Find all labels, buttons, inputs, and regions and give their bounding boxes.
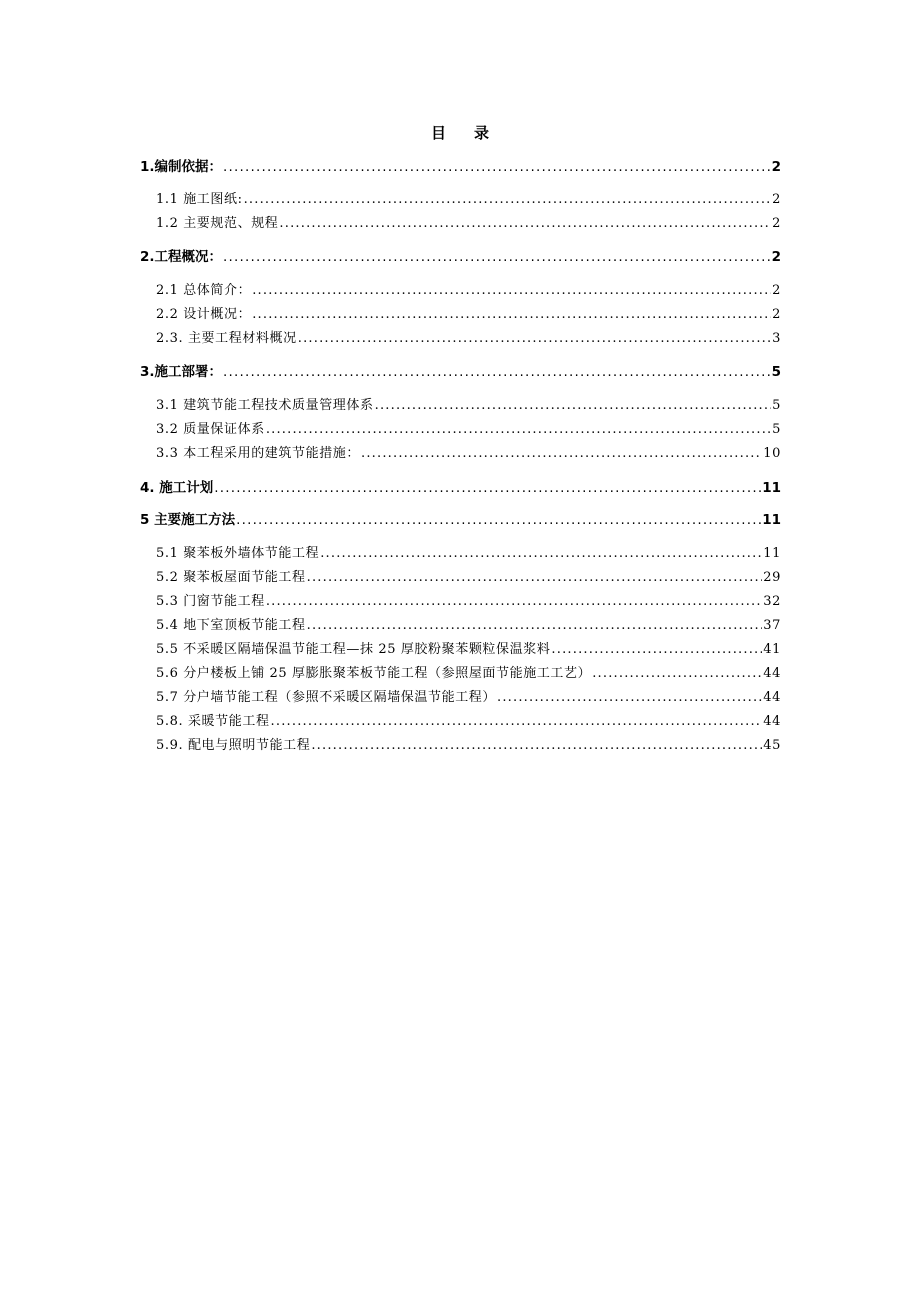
toc-entry-label: 2.3. 主要工程材料概况 (156, 331, 297, 346)
toc-page-number: 41 (763, 642, 781, 657)
toc-entry-5-7[interactable] (156, 688, 781, 708)
toc-entry-5[interactable] (140, 510, 781, 530)
toc-entry-label: 5.4 地下室顶板节能工程 (156, 618, 306, 633)
toc-title-char-1: 目 (430, 124, 446, 142)
toc-entry-5-8[interactable] (156, 712, 781, 732)
toc-leader-dots (279, 214, 771, 234)
toc-entry-2-2[interactable] (156, 305, 781, 325)
toc-entry-3[interactable] (140, 362, 781, 382)
toc-leader-dots (307, 568, 763, 588)
toc-entry-label: 5.7 分户墙节能工程（参照不采暖区隔墙保温节能工程） (156, 690, 497, 705)
toc-leader-dots (266, 592, 762, 612)
toc-leader-dots (252, 305, 771, 325)
toc-page-number: 2 (772, 307, 781, 322)
toc-entry-label: 5 主要施工方法 (140, 512, 236, 528)
toc-entry-3-3[interactable] (156, 444, 781, 464)
toc-entry-label: 4. 施工计划 (140, 480, 214, 496)
toc-page-number: 29 (763, 570, 781, 585)
toc-entry-1-1[interactable] (156, 190, 781, 210)
toc-entry-label: 5.6 分户楼板上铺 25 厚膨胀聚苯板节能工程（参照屋面节能施工工艺） (156, 666, 592, 681)
toc-entry-5-9[interactable] (156, 736, 781, 756)
toc-page-number: 3 (772, 331, 781, 346)
toc-page-number: 11 (762, 512, 781, 528)
toc-title (0, 122, 920, 143)
toc-leader-dots (311, 736, 762, 756)
toc-page-number: 5 (771, 364, 781, 380)
toc-leader-dots (497, 688, 762, 708)
toc-leader-dots (252, 281, 771, 301)
toc-page-number: 2 (772, 192, 781, 207)
toc-leader-dots (320, 544, 762, 564)
toc-entry-label: 5.2 聚苯板屋面节能工程 (156, 570, 306, 585)
toc-leader-dots (244, 190, 772, 210)
toc-entry-2-1[interactable] (156, 281, 781, 301)
toc-entry-2-3[interactable] (156, 329, 781, 349)
toc-entry-label: 5.5 不采暖区隔墙保温节能工程—抹 25 厚胶粉聚苯颗粒保温浆料 (156, 642, 551, 657)
toc-page-number: 11 (763, 546, 781, 561)
toc-entry-1-2[interactable] (156, 214, 781, 234)
toc-leader-dots (298, 329, 771, 349)
toc-entry-label: 1.2 主要规范、规程 (156, 216, 279, 231)
toc-entry-4[interactable] (140, 478, 781, 498)
toc-page-number: 37 (763, 618, 781, 633)
toc-page-number: 45 (763, 738, 781, 753)
toc-entry-5-5[interactable] (156, 640, 781, 660)
toc-leader-dots (551, 640, 762, 660)
toc-page-number: 10 (763, 446, 781, 461)
toc-entry-5-4[interactable] (156, 616, 781, 636)
toc-entry-label: 2.2 设计概况： (156, 307, 252, 322)
toc-leader-dots (223, 362, 771, 382)
toc-entry-5-6[interactable] (156, 664, 781, 684)
toc-page-number: 32 (763, 594, 781, 609)
toc-entry-label: 1.编制依据： (140, 159, 223, 175)
toc-entry-5-2[interactable] (156, 568, 781, 588)
toc-entry-label: 2.工程概况： (140, 249, 223, 265)
toc-page-number: 44 (763, 714, 781, 729)
toc-page-number: 5 (772, 422, 781, 437)
toc-page-number: 44 (763, 690, 781, 705)
toc-entry-label: 5.3 门窗节能工程 (156, 594, 265, 609)
toc-leader-dots (361, 444, 762, 464)
toc-entry-1[interactable] (140, 157, 781, 177)
toc-page-number: 5 (772, 398, 781, 413)
toc-page-number: 2 (772, 216, 781, 231)
toc-title-char-2: 录 (474, 124, 490, 142)
toc-leader-dots (223, 247, 771, 267)
toc-entry-label: 3.2 质量保证体系 (156, 422, 265, 437)
toc-page-number: 44 (763, 666, 781, 681)
toc-entry-label: 2.1 总体简介： (156, 283, 252, 298)
toc-entry-label: 5.9. 配电与照明节能工程 (156, 738, 311, 753)
toc-page-number: 11 (762, 480, 781, 496)
toc-leader-dots (223, 157, 771, 177)
toc-entry-5-1[interactable] (156, 544, 781, 564)
toc-entry-label: 5.8. 采暖节能工程 (156, 714, 270, 729)
toc-entry-label: 5.1 聚苯板外墙体节能工程 (156, 546, 320, 561)
toc-page-number: 2 (772, 283, 781, 298)
toc-leader-dots (266, 420, 771, 440)
toc-entry-2[interactable] (140, 247, 781, 267)
toc-entry-label: 3.3 本工程采用的建筑节能措施： (156, 446, 361, 461)
toc-leader-dots (375, 396, 772, 416)
toc-entry-label: 3.施工部署： (140, 364, 223, 380)
toc-leader-dots (307, 616, 763, 636)
toc-leader-dots (236, 510, 761, 530)
toc-page-number: 2 (771, 159, 781, 175)
toc-entry-label: 3.1 建筑节能工程技术质量管理体系 (156, 398, 374, 413)
toc-entry-5-3[interactable] (156, 592, 781, 612)
toc-page-number: 2 (771, 249, 781, 265)
toc-entry-label: 1.1 施工图纸: (156, 192, 243, 207)
toc-leader-dots (592, 664, 762, 684)
toc-leader-dots (214, 478, 761, 498)
toc-entry-3-2[interactable] (156, 420, 781, 440)
toc-entry-3-1[interactable] (156, 396, 781, 416)
toc-leader-dots (271, 712, 763, 732)
